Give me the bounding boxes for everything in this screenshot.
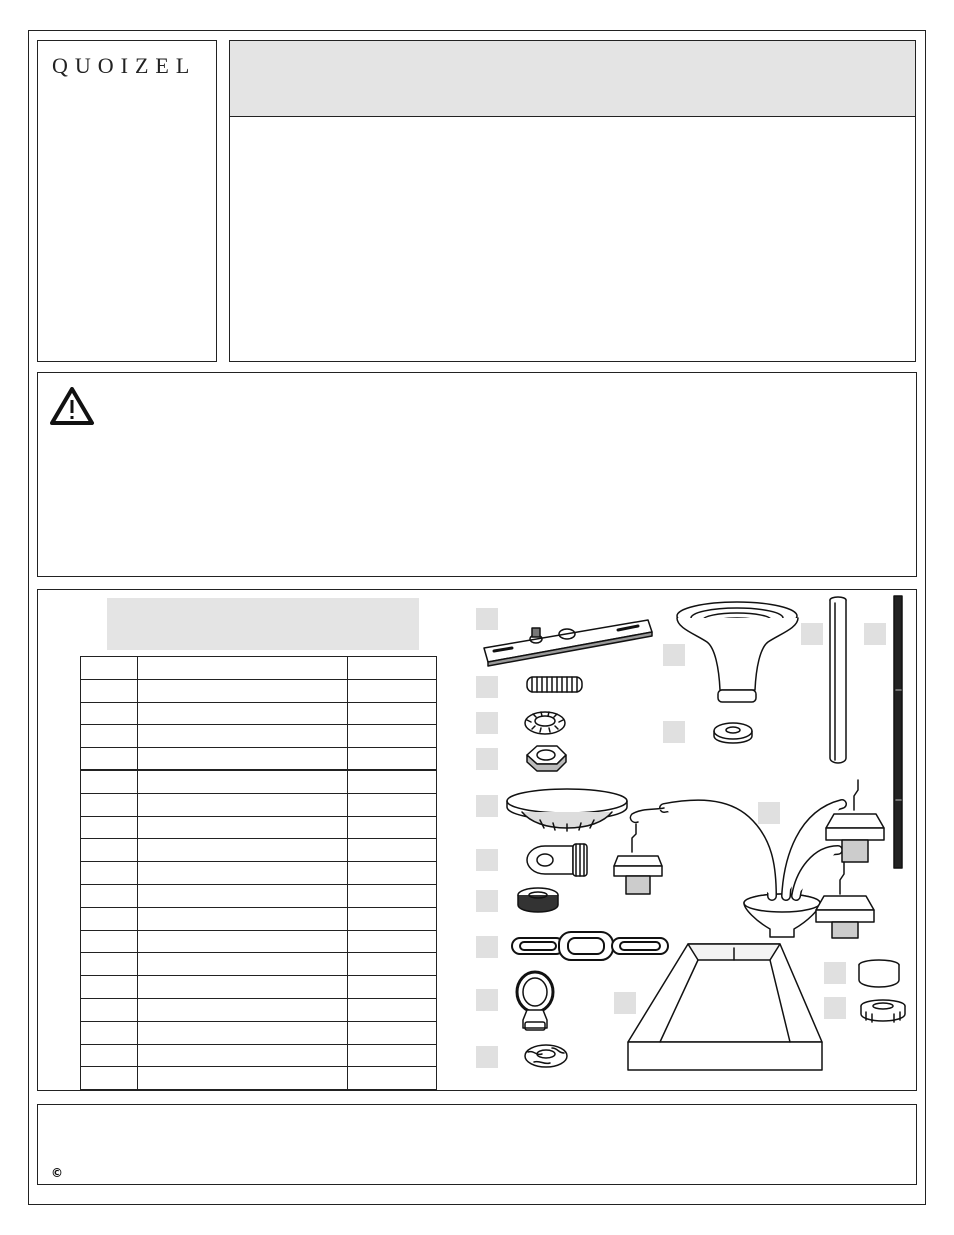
- body-bell-illustration: [677, 602, 798, 702]
- hex-nut-illustration: [527, 746, 566, 771]
- washer-illustration: [714, 723, 752, 743]
- stem-illustration: [830, 597, 846, 763]
- finial-cup-illustration: [859, 960, 899, 987]
- footer-panel: [37, 1104, 917, 1185]
- screw-collar-loop-illustration: [527, 844, 587, 876]
- fixture-body-illustration: [614, 780, 884, 938]
- glass-shade-illustration: [628, 944, 822, 1070]
- loop-illustration: [517, 972, 553, 1030]
- threaded-rod-illustration: [894, 596, 902, 868]
- chain-illustration: [512, 932, 668, 960]
- lock-washer-illustration: [525, 712, 565, 734]
- threaded-nipple-illustration: [527, 677, 582, 692]
- crossbar-illustration: [484, 620, 652, 666]
- canopy-illustration: [507, 789, 627, 831]
- brand-logo: QUOIZEL: [52, 53, 197, 78]
- finial-nut-illustration: [861, 1000, 905, 1022]
- ring-nut-illustration: [518, 888, 558, 912]
- copyright-symbol: ©: [51, 1166, 63, 1180]
- strain-relief-illustration: [525, 1045, 567, 1067]
